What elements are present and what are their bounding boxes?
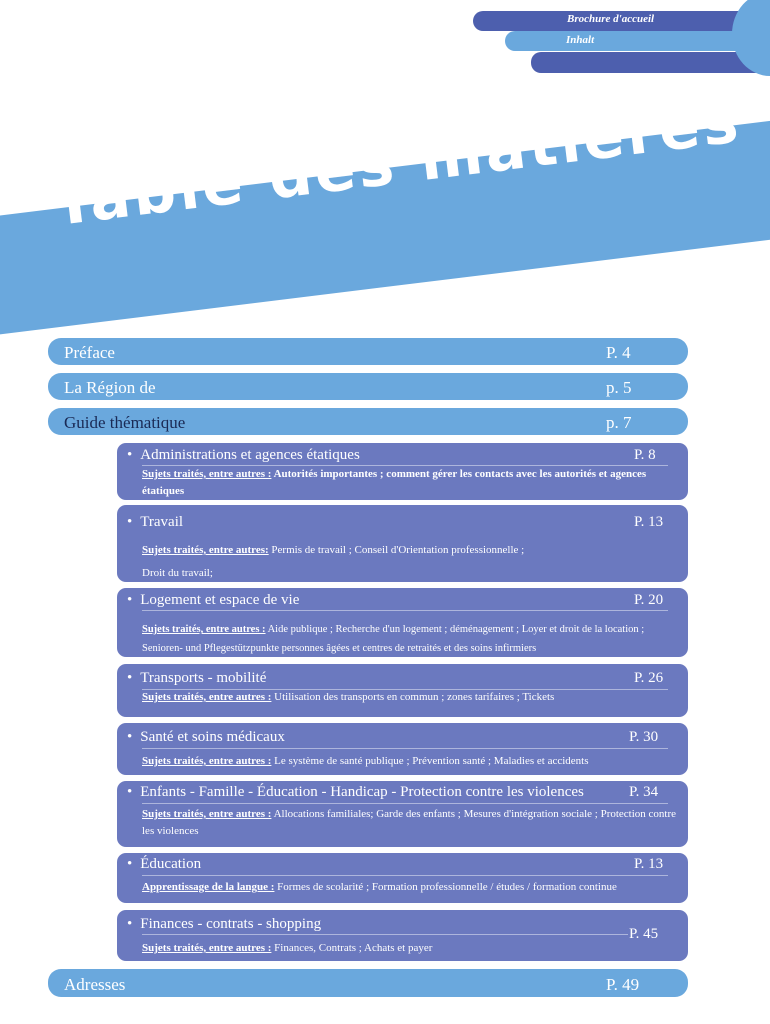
toc-entry-page: P. 4 (606, 343, 631, 362)
toc-section-finances[interactable] (117, 910, 688, 961)
bullet-icon: • (127, 729, 133, 745)
section-title: Administrations et agences étatiques (140, 447, 360, 463)
bullet-icon: • (127, 592, 133, 608)
section-page: P. 13 (634, 514, 664, 530)
section-topics: Autorités importantes ; comment gérer les contacts avec les autorités et agences étatiques (142, 468, 647, 497)
toc-entry-page: p. 7 (606, 413, 632, 432)
inhalt-label: Inhalt (566, 34, 595, 46)
section-description (142, 753, 680, 770)
section-description (142, 689, 680, 706)
toc-section-travail[interactable] (117, 505, 688, 582)
toc-entry-adresses[interactable] (48, 969, 688, 997)
section-topics: Finances, Contrats ; Achats et payer (274, 942, 433, 954)
toc-entry-label: La Région de (64, 378, 156, 397)
section-description (142, 542, 680, 559)
section-title: Transports - mobilité (140, 670, 267, 686)
section-intro: Sujets traités, entre autres: (142, 544, 269, 556)
header-bar-bottom (531, 52, 770, 73)
divider (142, 934, 628, 935)
section-intro: Sujets traités, entre autres : (142, 755, 272, 767)
bullet-icon: • (127, 784, 133, 800)
section-description (142, 806, 680, 840)
page-title: Table des matières (49, 86, 745, 241)
toc-section-transports[interactable] (117, 664, 688, 717)
divider (142, 803, 668, 804)
section-page: P. 45 (629, 926, 659, 942)
divider (142, 875, 668, 876)
section-page: P. 26 (634, 670, 664, 686)
section-page: P. 13 (634, 856, 664, 872)
toc-section-sante[interactable] (117, 723, 688, 775)
section-topics: Aide publique ; Recherche d'un logement ; déménagement ; Loyer et droit de la location ; Senioren- und Pflegestützpunkte personnes âgées et centres de retraités et des soins infirmiers (142, 624, 645, 654)
toc-section-administrations[interactable] (117, 443, 688, 500)
section-intro: Sujets traités, entre autres : (142, 808, 272, 820)
bullet-icon: • (127, 514, 133, 530)
section-page: P. 30 (629, 729, 659, 745)
section-topics: Utilisation des transports en commun ; zones tarifaires ; Tickets (274, 691, 555, 703)
bullet-icon: • (127, 856, 133, 872)
section-title: Santé et soins médicaux (140, 729, 285, 745)
divider (142, 610, 668, 611)
section-title: Éducation (140, 856, 202, 872)
toc-entry-label: Préface (64, 343, 115, 362)
section-intro: Sujets traités, entre autres : (142, 691, 272, 703)
section-intro: Sujets traités, entre autres : (142, 942, 272, 954)
section-intro: Sujets traités, entre autres : (142, 624, 266, 635)
section-intro: Sujets traités, entre autres : (142, 468, 272, 480)
toc-entry-page: P. 49 (606, 975, 640, 994)
section-topics: Permis de travail ; Conseil d'Orientation professionnelle ; (271, 544, 525, 556)
section-title: Enfants - Famille - Éducation - Handicap - Protection contre les violences (140, 784, 584, 800)
toc-section-education[interactable] (117, 853, 688, 903)
header-bar-middle (505, 31, 770, 51)
section-page: P. 34 (629, 784, 659, 800)
toc-section-enfants-famille[interactable] (117, 781, 688, 847)
bullet-icon: • (127, 670, 133, 686)
section-description (142, 620, 680, 658)
brochure-label: Brochure d'accueil (567, 13, 655, 25)
toc-entry-label: Adresses (64, 975, 126, 994)
toc-entry-guide-thematique[interactable] (48, 408, 688, 435)
bullet-icon: • (127, 916, 133, 932)
section-description-line2: Droit du travail; (142, 567, 213, 579)
section-description (142, 466, 680, 500)
toc-section-logement[interactable] (117, 588, 688, 657)
toc-entry-page: p. 5 (606, 378, 632, 397)
section-topics: Formes de scolarité ; Formation professionnelle / études / formation continue (277, 881, 617, 893)
section-page: P. 20 (634, 592, 664, 608)
section-title: Logement et espace de vie (140, 592, 300, 608)
toc-entry-label: Guide thématique (64, 413, 186, 432)
toc-entry-region[interactable] (48, 373, 688, 400)
section-intro: Apprentissage de la langue : (142, 881, 275, 893)
section-title: Travail (140, 514, 184, 530)
section-page: P. 8 (634, 447, 656, 463)
divider (142, 748, 668, 749)
section-description (142, 879, 680, 896)
section-title: Finances - contrats - shopping (140, 916, 322, 932)
section-topics: Le système de santé publique ; Prévention santé ; Maladies et accidents (274, 755, 589, 767)
bullet-icon: • (127, 447, 133, 463)
section-topics: Allocations familiales; Garde des enfants ; Mesures d'intégration sociale ; Protection contre les violences (142, 808, 677, 837)
section-description (142, 940, 680, 957)
toc-entry-preface[interactable] (48, 338, 688, 365)
